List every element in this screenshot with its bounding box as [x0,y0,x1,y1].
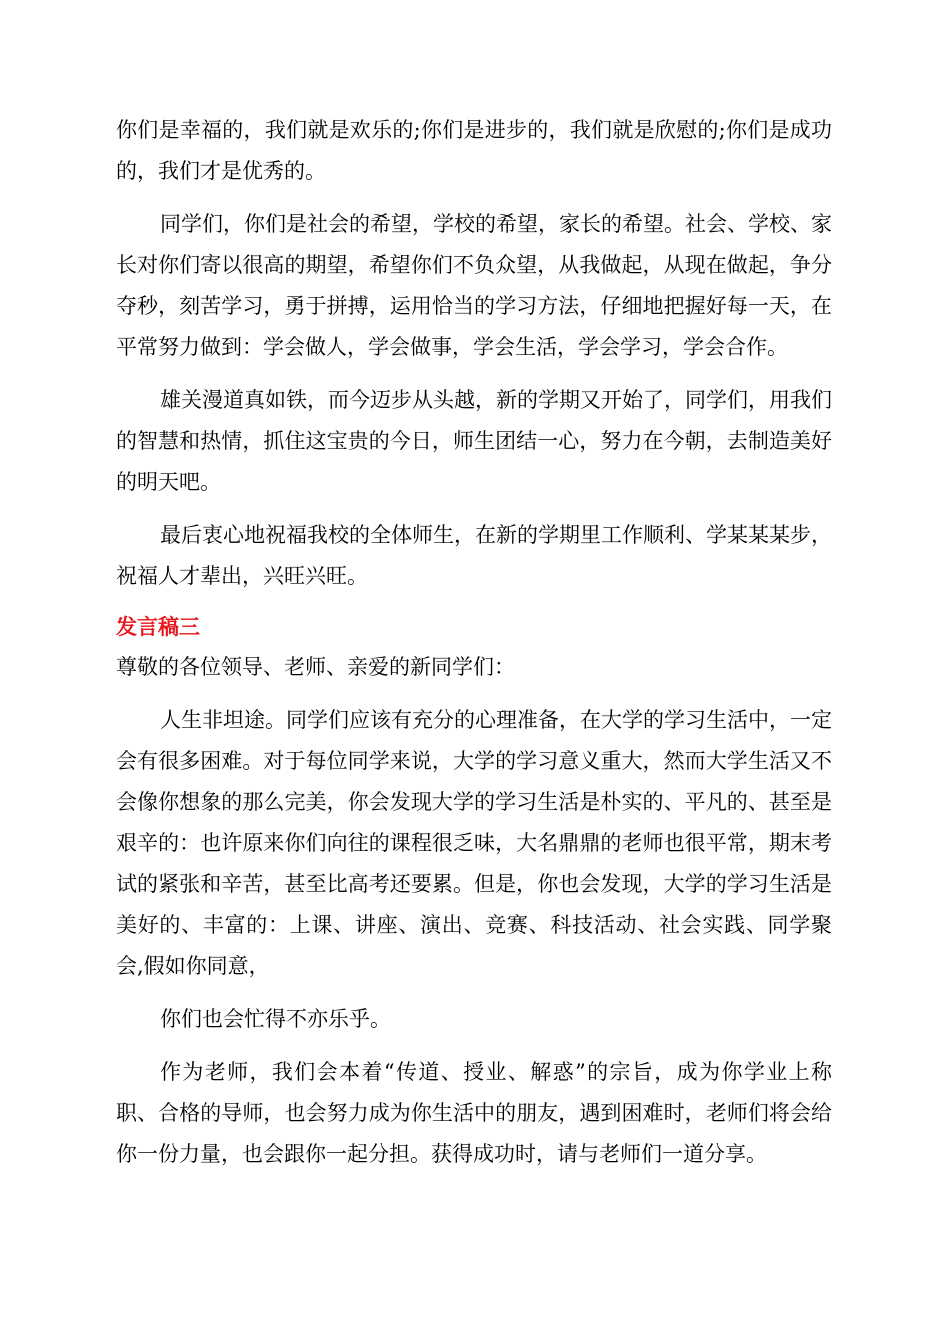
paragraph: 人生非坦途。同学们应该有充分的心理准备，在大学的学习生活中，一定会有很多困难。对于每位同学来说，大学的学习意义重大，然而大学生活又不会像你想象的那么完美，你会发现大学的学习生活是朴实的、平凡的、甚至是艰辛的：也许原来你们向往的课程很乏味，大名鼎鼎的老师也很平常，期末考试的紧张和辛苦，甚至比高考还要累。但是，你也会发现，大学的学习生活是美好的、丰富的：上课、讲座、演出、竞赛、科技活动、社会实践、同学聚会,假如你同意， [116,708,832,978]
section-heading: 发言稿三 [116,615,200,639]
paragraph: 作为老师，我们会本着“传道、授业、解惑”的宗旨，成为你学业上称职、合格的导师，也会努力成为你生活中的朋友，遇到困难时，老师们将会给你一份力量，也会跟你一起分担。获得成功时，请与老师们一道分享。 [116,1060,832,1166]
paragraph: 你们也会忙得不亦乐乎。 [160,1007,391,1031]
paragraph: 雄关漫道真如铁，而今迈步从头越，新的学期又开始了，同学们，用我们的智慧和热情，抓住这宝贵的今日，师生团结一心，努力在今朝，去制造美好的明天吧。 [116,388,832,494]
paragraph: 你们是幸福的，我们就是欢乐的;你们是进步的，我们就是欣慰的;你们是成功的，我们才是优秀的。 [116,118,832,183]
paragraph: 同学们，你们是社会的希望，学校的希望，家长的希望。社会、学校、家长对你们寄以很高的期望，希望你们不负众望，从我做起，从现在做起，争分夺秒，刻苦学习，勇于拼搏，运用恰当的学习方法，仔细地把握好每一天，在平常努力做到：学会做人，学会做事，学会生活，学会学习，学会合作。 [116,212,832,359]
paragraph: 最后衷心地祝福我校的全体师生，在新的学期里工作顺利、学某某某步，祝福人才辈出，兴旺兴旺。 [116,523,832,588]
document-body [116,110,832,1175]
salutation: 尊敬的各位领导、老师、亲爱的新同学们： [116,655,515,679]
